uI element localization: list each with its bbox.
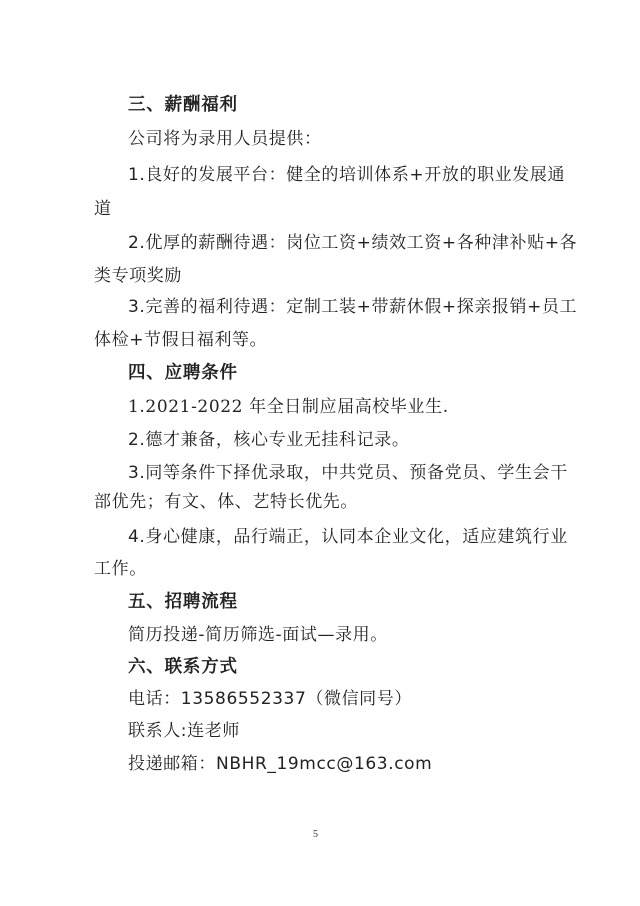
section3-item1-line2: 道 [94,199,112,219]
page-number: 5 [313,829,318,840]
section6-heading: 六、联系方式 [128,657,238,677]
section5-heading: 五、招聘流程 [128,592,238,612]
section3-item2-line2: 类专项奖励 [94,266,182,286]
section3-intro: 公司将为录用人员提供： [128,129,322,149]
section3-item3-line2: 体检+节假日福利等。 [94,330,268,350]
section3-item3-line1: 3.完善的福利待遇：定制工装+带薪休假+探亲报销+员工 [128,297,578,317]
contact-phone: 电话：13586552337（微信同号） [128,689,412,709]
section4-heading: 四、应聘条件 [128,363,238,383]
section3-heading: 三、薪酬福利 [128,95,238,115]
contact-email: 投递邮箱：NBHR_19mcc@163.com [128,754,433,774]
section4-item4-line1: 4.身心健康，品行端正，认同本企业文化，适应建筑行业 [128,527,568,547]
section3-item2-line1: 2.优厚的薪酬待遇：岗位工资+绩效工资+各种津补贴+各 [128,233,578,253]
section3-item1-line1: 1.良好的发展平台：健全的培训体系+开放的职业发展通 [128,165,566,185]
contact-person: 联系人:连老师 [128,721,240,741]
section4-item4-line2: 工作。 [94,559,147,579]
section4-item3-line2: 部优先；有文、体、艺特长优先。 [94,492,358,512]
section4-item2: 2.德才兼备，核心专业无挂科记录。 [128,430,410,450]
section4-item1: 1.2021-2022 年全日制应届高校毕业生. [128,397,449,417]
section4-item3-line1: 3.同等条件下择优录取，中共党员、预备党员、学生会干 [128,463,568,483]
section5-process: 简历投递-简历筛选-面试—录用。 [128,625,388,645]
